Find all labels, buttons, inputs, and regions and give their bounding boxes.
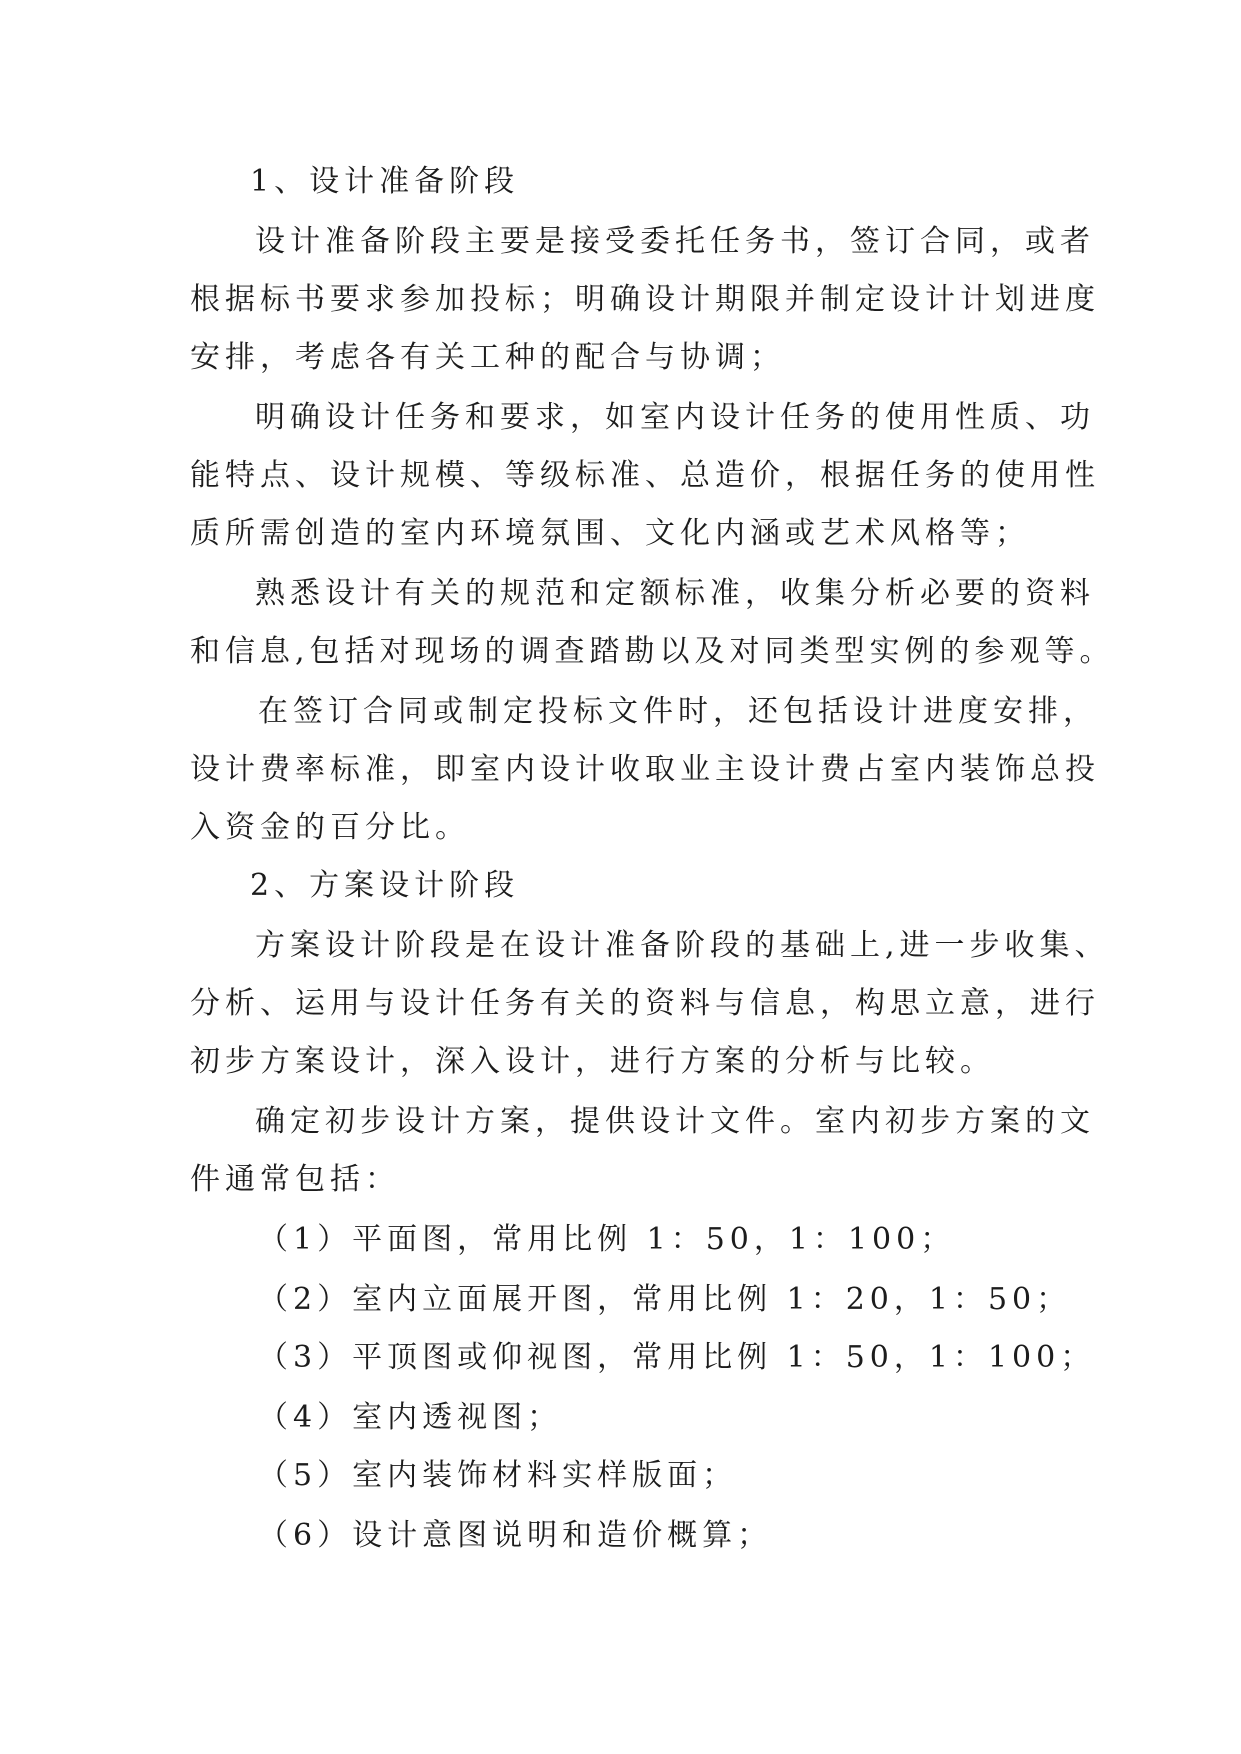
- paragraph-line: 分析、运用与设计任务有关的资料与信息，构思立意，进行: [190, 986, 1100, 1021]
- section-heading-1: 1、设计准备阶段: [250, 164, 520, 199]
- paragraph-line: 初步方案设计，深入设计，进行方案的分析与比较。: [190, 1044, 995, 1079]
- paragraph-line: 安排，考虑各有关工种的配合与协调；: [190, 340, 785, 375]
- paragraph-line: 设计准备阶段主要是接受委托任务书，签订合同，或者: [255, 224, 1095, 259]
- paragraph-line: 在签订合同或制定投标文件时，还包括设计进度安排，: [258, 694, 1098, 729]
- paragraph-line: 根据标书要求参加投标；明确设计期限并制定设计计划进度: [190, 282, 1100, 317]
- list-item: （2）室内立面展开图，常用比例 1：20，1：50；: [258, 1282, 1072, 1317]
- paragraph-line: 入资金的百分比。: [190, 810, 470, 845]
- list-item: （1）平面图，常用比例 1：50，1：100；: [258, 1222, 956, 1257]
- list-item: （6）设计意图说明和造价概算；: [258, 1518, 773, 1553]
- paragraph-line: 质所需创造的室内环境氛围、文化内涵或艺术风格等；: [190, 516, 1030, 551]
- paragraph-line: 确定初步设计方案，提供设计文件。室内初步方案的文: [255, 1104, 1095, 1139]
- paragraph-line: 明确设计任务和要求，如室内设计任务的使用性质、功: [255, 400, 1095, 435]
- list-item: （4）室内透视图；: [258, 1400, 563, 1435]
- paragraph-line: 能特点、设计规模、等级标准、总造价，根据任务的使用性: [190, 458, 1100, 493]
- list-item: （3）平顶图或仰视图，常用比例 1：50，1：100；: [258, 1340, 1096, 1375]
- paragraph-line: 方案设计阶段是在设计准备阶段的基础上,进一步收集、: [255, 928, 1110, 963]
- paragraph-line: 件通常包括：: [190, 1162, 400, 1197]
- paragraph-line: 设计费率标准，即室内设计收取业主设计费占室内装饰总投: [190, 752, 1100, 787]
- list-item: （5）室内装饰材料实样版面；: [258, 1458, 738, 1493]
- section-heading-2: 2、方案设计阶段: [250, 868, 520, 903]
- paragraph-line: 熟悉设计有关的规范和定额标准，收集分析必要的资料: [255, 576, 1095, 611]
- paragraph-line: 和信息,包括对现场的调查踏勘以及对同类型实例的参观等。: [190, 634, 1115, 669]
